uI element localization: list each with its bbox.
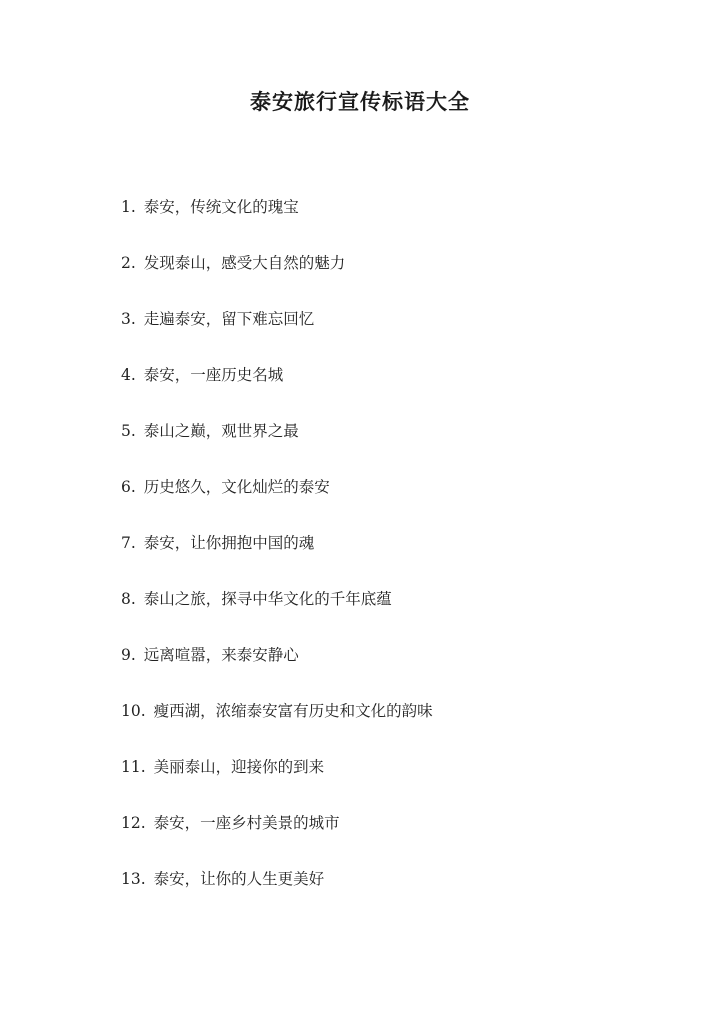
list-item-text: 泰安，让你的人生更美好 bbox=[153, 870, 325, 888]
list-item-number: 9. bbox=[121, 646, 136, 664]
list-item bbox=[121, 476, 433, 532]
list-item bbox=[121, 588, 433, 644]
list-item-text: 美丽泰山，迎接你的到来 bbox=[153, 758, 325, 776]
list-item-text: 瘦西湖，浓缩泰安富有历史和文化的韵味 bbox=[153, 702, 433, 720]
list-item-text: 泰安，一座乡村美景的城市 bbox=[153, 814, 340, 832]
list-item bbox=[121, 868, 433, 924]
list-item-number: 13. bbox=[121, 870, 146, 888]
list-item bbox=[121, 420, 433, 476]
list-item-number: 6. bbox=[121, 478, 136, 496]
list-item bbox=[121, 700, 433, 756]
list-item bbox=[121, 532, 433, 588]
list-item-text: 泰山之旅，探寻中华文化的千年底蕴 bbox=[143, 590, 392, 608]
slogan-list bbox=[121, 196, 433, 924]
list-item bbox=[121, 644, 433, 700]
list-item bbox=[121, 308, 433, 364]
list-item-text: 发现泰山，感受大自然的魅力 bbox=[143, 254, 346, 272]
list-item-text: 走遍泰安，留下难忘回忆 bbox=[143, 310, 315, 328]
list-item-number: 8. bbox=[121, 590, 136, 608]
list-item-text: 历史悠久，文化灿烂的泰安 bbox=[143, 478, 330, 496]
document-title: 泰安旅行宣传标语大全 bbox=[250, 89, 470, 114]
list-item-text: 泰山之巅，观世界之最 bbox=[143, 422, 299, 440]
list-item-number: 3. bbox=[121, 310, 136, 328]
list-item-text: 远离喧嚣，来泰安静心 bbox=[143, 646, 299, 664]
list-item-number: 1. bbox=[121, 198, 136, 216]
list-item bbox=[121, 196, 433, 252]
list-item-number: 7. bbox=[121, 534, 136, 552]
list-item bbox=[121, 252, 433, 308]
list-item-number: 11. bbox=[121, 758, 146, 776]
list-item-text: 泰安，一座历史名城 bbox=[143, 366, 284, 384]
list-item bbox=[121, 812, 433, 868]
list-item bbox=[121, 756, 433, 812]
list-item-text: 泰安，让你拥抱中国的魂 bbox=[143, 534, 315, 552]
list-item-number: 4. bbox=[121, 366, 136, 384]
list-item-number: 2. bbox=[121, 254, 136, 272]
list-item-number: 5. bbox=[121, 422, 136, 440]
list-item bbox=[121, 364, 433, 420]
list-item-text: 泰安，传统文化的瑰宝 bbox=[143, 198, 299, 216]
list-item-number: 12. bbox=[121, 814, 146, 832]
list-item-number: 10. bbox=[121, 702, 146, 720]
